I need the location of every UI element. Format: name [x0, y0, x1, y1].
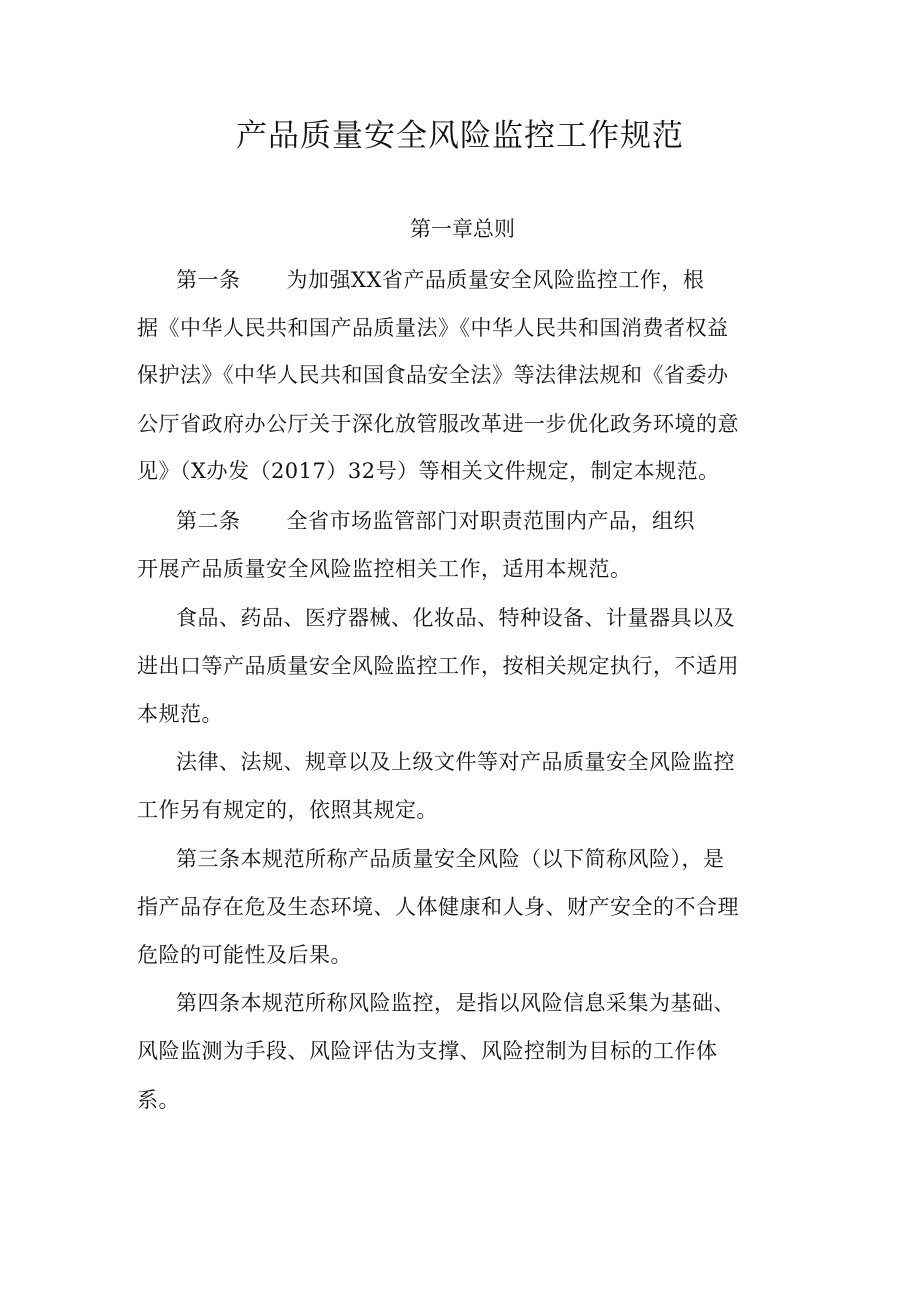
- article-2-line-1: [176, 506, 695, 536]
- chapter-heading: 第一章总则: [410, 217, 515, 241]
- document-title: 产品质量安全风险监控工作规范: [236, 118, 684, 154]
- article-3-line-3: 危险的可能性及后果。: [137, 943, 352, 967]
- article-3-line-2: 指产品存在危及生态环境、人体健康和人身、财产安全的不合理: [137, 895, 739, 919]
- article-1-label: 第一条: [176, 268, 241, 292]
- paragraph-exclusions-line-1: 食品、药品、医疗器械、化妆品、特种设备、计量器具以及: [176, 606, 735, 630]
- article-2-label: 第二条: [176, 509, 241, 533]
- article-4-line-2: 风险监测为手段、风险评估为支撑、风险控制为目标的工作体: [137, 1039, 718, 1063]
- article-1-text: 为加强XX省产品质量安全风险监控工作，根: [286, 268, 705, 292]
- article-2-text: 全省市场监管部门对职责范围内产品，组织: [286, 509, 695, 533]
- article-1-line-3: 保护法》《中华人民共和国食品安全法》等法律法规和《省委办: [137, 363, 729, 387]
- article-1-line-4: 公厅省政府办公厅关于深化放管服改革进一步优化政务环境的意: [137, 412, 739, 436]
- article-2-line-2: 开展产品质量安全风险监控相关工作，适用本规范。: [137, 557, 632, 581]
- paragraph-exclusions-line-2: 进出口等产品质量安全风险监控工作，按相关规定执行，不适用: [137, 654, 739, 678]
- article-4-line-3: 系。: [137, 1088, 180, 1112]
- article-4-line-1: 第四条本规范所称风险监控，是指以风险信息采集为基础、: [176, 991, 735, 1015]
- article-1-line-2: 据《中华人民共和国产品质量法》《中华人民共和国消费者权益: [137, 316, 729, 340]
- paragraph-other-provisions-line-1: 法律、法规、规章以及上级文件等对产品质量安全风险监控: [176, 750, 735, 774]
- article-1-line-5: 见》（X办发（2017）32号）等相关文件规定，制定本规范。: [137, 459, 720, 483]
- article-3-line-1: 第三条本规范所称产品质量安全风险（以下简称风险），是: [176, 847, 725, 871]
- article-1-line-1: [176, 265, 704, 295]
- paragraph-other-provisions-line-2: 工作另有规定的，依照其规定。: [137, 798, 438, 822]
- paragraph-exclusions-line-3: 本规范。: [137, 702, 223, 726]
